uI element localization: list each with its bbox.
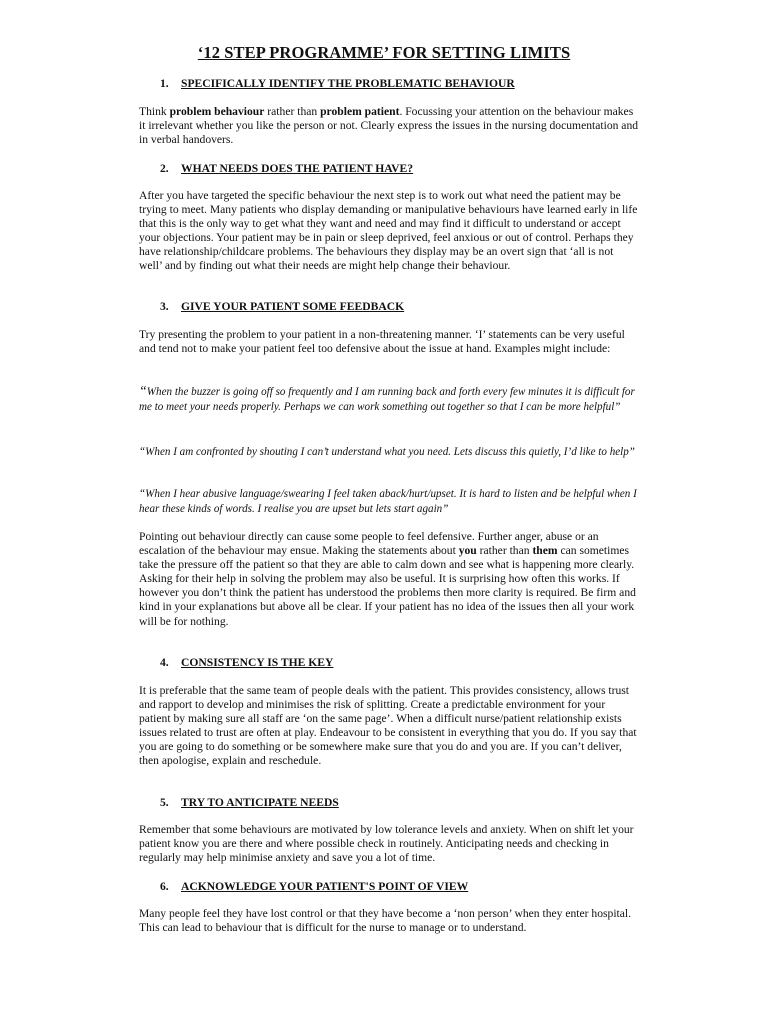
section-6-number: 6. — [160, 880, 169, 893]
section-1-title: SPECIFICALLY IDENTIFY THE PROBLEMATIC BEHAVIOUR — [181, 77, 515, 90]
section-1-text-1: Think — [139, 105, 170, 118]
section-1-heading — [160, 77, 515, 90]
example-quote-2 — [139, 445, 639, 460]
section-3-p2-bold-2: them — [532, 544, 558, 558]
section-3-paragraph-2 — [139, 530, 639, 629]
section-1-number: 1. — [160, 77, 169, 90]
section-2-title: WHAT NEEDS DOES THE PATIENT HAVE? — [181, 162, 414, 175]
example-quote-1 — [139, 385, 639, 414]
quote-3-open-mark: “ — [139, 488, 146, 500]
section-3-p2-text-2: rather than — [476, 544, 533, 558]
section-3-p2-text-1: Pointing out behaviour directly can cause some people to feel defensive. Further anger, abuse or an escalation of the behaviour may ensue. Making the statements about — [139, 530, 599, 558]
section-3-number: 3. — [160, 300, 169, 313]
section-3-title: GIVE YOUR PATIENT SOME FEEDBACK — [181, 300, 405, 313]
section-4-title: CONSISTENCY IS THE KEY — [181, 656, 334, 669]
section-3-paragraph: Try presenting the problem to your patient in a non-threatening manner. ‘I’ statements can be very useful and tend not to make your patient feel too defensive about the issue at hand. Examples might include: — [139, 328, 625, 356]
quote-3-text: When I hear abusive language/swearing I feel taken aback/hurt/upset. It is hard to listen and be helpful when I hear these kinds of words. I realise you are upset but lets start again” — [139, 488, 637, 515]
quote-2-text: When I am confronted by shouting I can’t understand what you need. Lets discuss this quietly, I’d like to help” — [145, 446, 635, 458]
section-3-p2-bold-1: you — [458, 544, 477, 558]
section-5-heading — [160, 796, 339, 809]
section-4-heading — [160, 656, 333, 669]
section-5-paragraph: Remember that some behaviours are motivated by low tolerance levels and anxiety. When on shift let your patient know you are there and where possible check in routinely. Anticipating needs and checking in regularly may help minimise anxiety and save you a lot of time. — [139, 823, 634, 865]
quote-1-text: When the buzzer is going off so frequently and I am running back and forth every few minutes it is difficult for me to meet your needs properly. Perhaps we can work something out together so that I can be more helpful” — [139, 386, 635, 413]
section-6-paragraph: Many people feel they have lost control or that they have become a ‘non person’ when they enter hospital. This can lead to behaviour that is difficult for the nurse to manage or to understand. — [139, 907, 632, 935]
section-2-heading — [160, 162, 413, 175]
section-5-number: 5. — [160, 796, 169, 809]
document-title: ‘12 STEP PROGRAMME’ FOR SETTING LIMITS — [197, 43, 571, 62]
section-1-bold-2: problem patient — [320, 105, 400, 118]
section-1-text-3: . Focussing your attention on the behaviour makes it irrelevant whether you like the person or not. Clearly express the issues in the nursing documentation and in verbal handovers. — [139, 105, 639, 147]
section-2-paragraph: After you have targeted the specific behaviour the next step is to work out what need the patient may be trying to meet. Many patients who display demanding or manipulative behaviours have learned early in life that this is the only way to get what they want and need and may find it difficult to understand or accept your objections. Your patient may be in pain or sleep deprived, feel anxious or out of control. Perhaps they have relationship/childcare problems. The behaviours they display may be an overt sign that ‘all is not well’ and by finding out what their needs are might help change their behaviour. — [139, 189, 638, 273]
section-4-number: 4. — [160, 656, 169, 669]
section-1-text-2: rather than — [264, 105, 321, 118]
section-3-p2-text-3: can sometimes take the pressure off the patient so that they are able to calm down and see what is happening more clearly. Asking for their help in solving the problem may also be useful. It is surprising how often this works. If however you don’t think the patient has understood the problems then more clarity is required. Be firm and kind in your explanations but above all be clear. If your patient has no idea of the issues then all your work will be for nothing. — [139, 544, 636, 628]
section-4-paragraph: It is preferable that the same team of people deals with the patient. This provides consistency, allows trust and rapport to develop and minimises the risk of splitting. Create a predictable environment for your patient by making sure all staff are ‘on the same page’. When a difficult nurse/patient relationship exists issues related to trust are often at play. Endeavour to be consistent in everything that you do. If you say that you are going to do something or be somewhere make sure that you do and you are. If you can’t deliver, then apologise, explain and reschedule. — [139, 684, 637, 768]
section-3-heading — [160, 300, 404, 313]
quote-1-open-mark: “ — [139, 384, 147, 399]
section-5-title: TRY TO ANTICIPATE NEEDS — [181, 796, 339, 809]
quote-2-open-mark: “ — [139, 446, 146, 458]
section-2-number: 2. — [160, 162, 169, 175]
section-6-title: ACKNOWLEDGE YOUR PATIENT'S POINT OF VIEW — [181, 880, 469, 893]
example-quote-3 — [139, 487, 639, 516]
section-1-bold-1: problem behaviour — [169, 105, 265, 118]
section-6-heading — [160, 880, 468, 893]
section-1-paragraph — [139, 105, 639, 147]
